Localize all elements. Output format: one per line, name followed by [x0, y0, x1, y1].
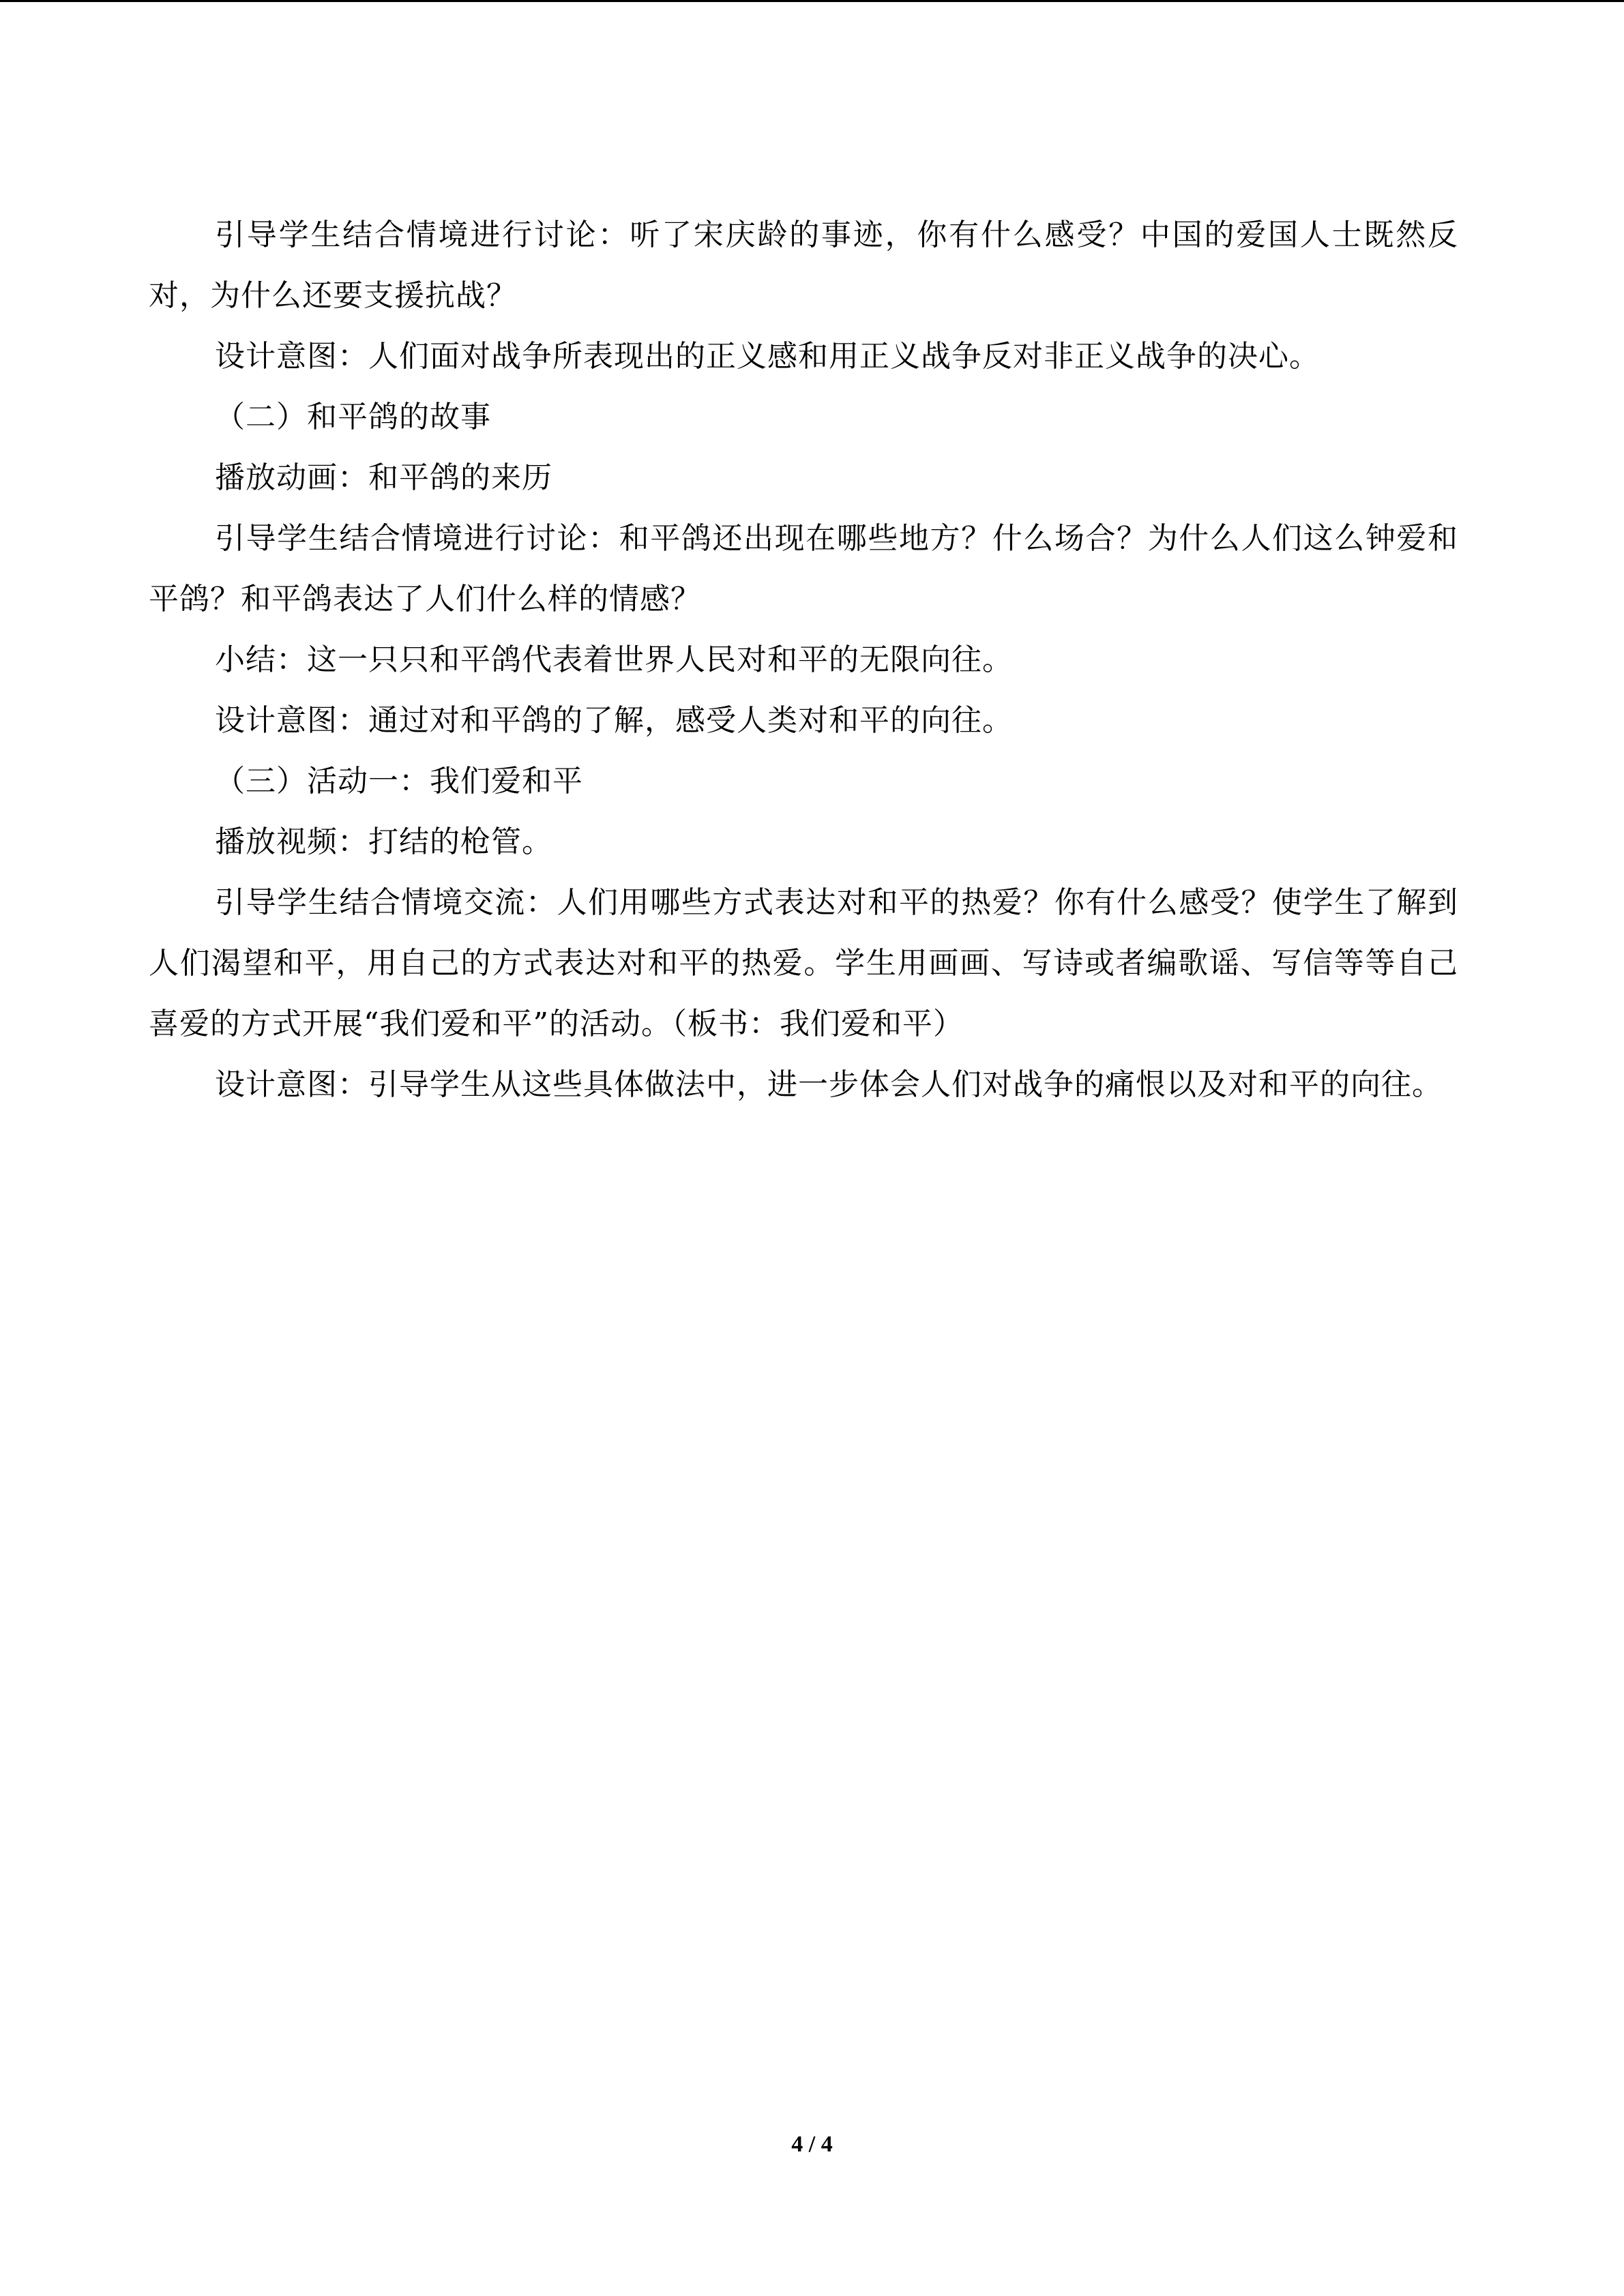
top-border-rule	[0, 0, 1624, 2]
paragraph-discussion-dove: 引导学生结合情境进行讨论：和平鸽还出现在哪些地方？什么场合？为什么人们这么钟爱和平鸽？和平鸽表达了人们什么样的情感？	[149, 521, 1458, 616]
paragraph-design-intent-1: 设计意图：人们面对战争所表现出的正义感和用正义战争反对非正义战争的决心。	[215, 339, 1320, 374]
paragraph-play-animation: 播放动画：和平鸽的来历	[215, 460, 552, 495]
document-body	[149, 205, 1458, 1115]
paragraph-design-intent-2: 设计意图：通过对和平鸽的了解，感受人类对和平的向往。	[215, 703, 1013, 738]
section-heading-peace-dove: （二）和平鸽的故事	[215, 400, 491, 434]
section-heading-activity-one: （三）活动一：我们爱和平	[215, 764, 583, 799]
page-number: 4 / 4	[791, 2132, 833, 2157]
paragraph-play-video: 播放视频：打结的枪管。	[215, 824, 552, 859]
paragraph-summary: 小结：这一只只和平鸽代表着世界人民对和平的无限向往。	[215, 642, 1013, 677]
paragraph-design-intent-3: 设计意图：引导学生从这些具体做法中，进一步体会人们对战争的痛恨以及对和平的向往。	[215, 1067, 1443, 1102]
paragraph-discussion-activity: 引导学生结合情境交流：人们用哪些方式表达对和平的热爱？你有什么感受？使学生了解到人们渴望和平，用自己的方式表达对和平的热爱。学生用画画、写诗或者编歌谣、写信等等自己喜爱的方式开展“我们爱和平”的活动。（板书：我们爱和平）	[149, 885, 1458, 1041]
paragraph-discussion-soong: 引导学生结合情境进行讨论：听了宋庆龄的事迹，你有什么感受？中国的爱国人士既然反对，为什么还要支援抗战？	[149, 218, 1458, 313]
